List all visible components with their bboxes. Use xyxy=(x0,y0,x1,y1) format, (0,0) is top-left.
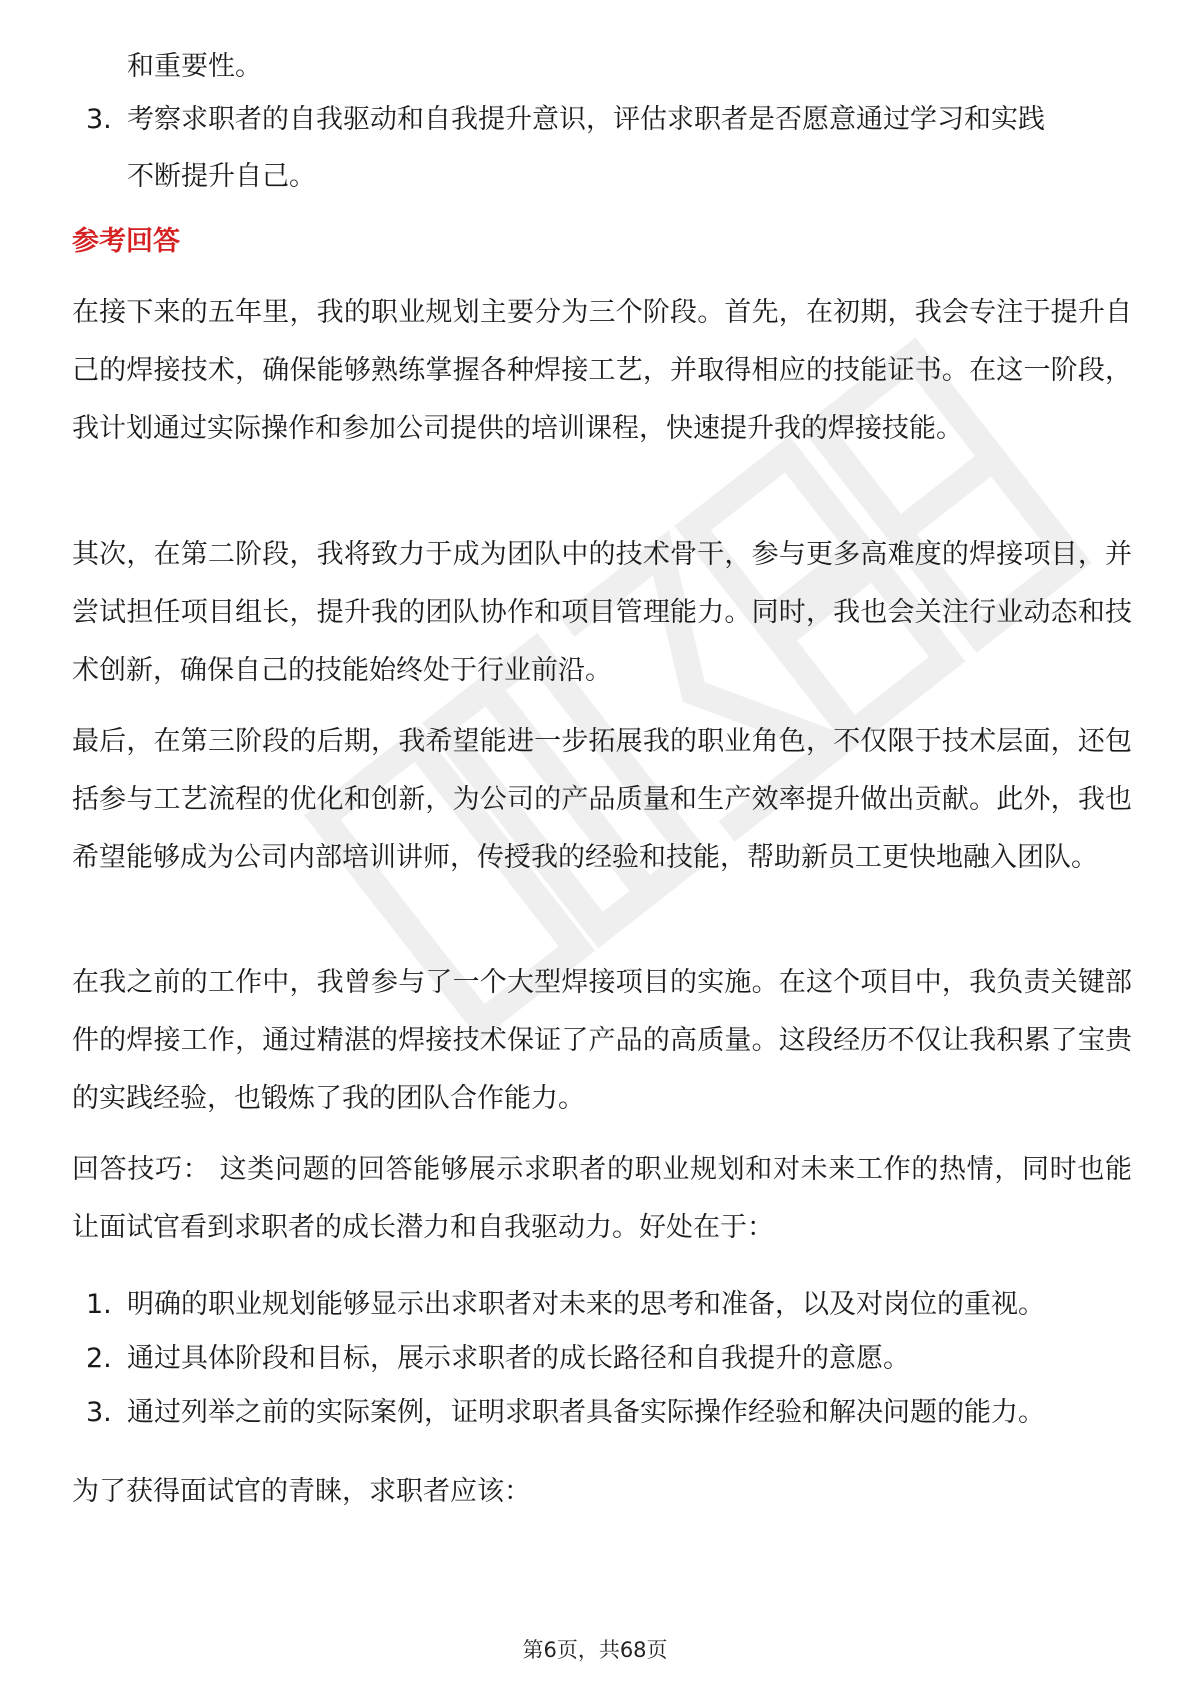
list-text: 通过具体阶段和目标，展示求职者的成长路径和自我提升的意愿。 xyxy=(127,1343,910,1374)
list-number: 2. xyxy=(86,1343,112,1374)
goal-list-item-3 xyxy=(72,91,1132,205)
continuation-text: 和重要性。 xyxy=(127,51,262,82)
page-footer: 第6页，共68页 xyxy=(522,1638,668,1662)
tips-list-item-3 xyxy=(72,1384,1132,1441)
tips-intro-paragraph: 回答技巧： 这类问题的回答能够展示求职者的职业规划和对未来工作的热情，同时也能让面试官看到求职者的成长潜力和自我驱动力。好处在于： xyxy=(72,1154,1132,1243)
list-number: 1. xyxy=(86,1289,112,1320)
answer-paragraph-2: 其次，在第二阶段，我将致力于成为团队中的技术骨干，参与更多高难度的焊接项目，并尝试担任项目组长，提升我的团队协作和项目管理能力。同时，我也会关注行业动态和技术创新，确保自己的技能始终处于行业前沿。 xyxy=(72,539,1132,686)
tips-list-item-1 xyxy=(72,1276,1132,1333)
list-text-line2: 不断提升自己。 xyxy=(127,161,316,192)
list-number: 3. xyxy=(86,1397,112,1428)
answer-paragraph-4: 在我之前的工作中，我曾参与了一个大型焊接项目的实施。在这个项目中，我负责关键部件的焊接工作，通过精湛的焊接技术保证了产品的高质量。这段经历不仅让我积累了宝贵的实践经验，也锻炼了我的团队合作能力。 xyxy=(72,967,1132,1114)
tips-list-item-2 xyxy=(72,1330,1132,1387)
list-number: 3. xyxy=(86,104,112,135)
closing-line: 为了获得面试官的青睐，求职者应该： xyxy=(72,1476,531,1507)
answer-paragraph-1: 在接下来的五年里，我的职业规划主要分为三个阶段。首先，在初期，我会专注于提升自己的焊接技术，确保能够熟练掌握各种焊接工艺，并取得相应的技能证书。在这一阶段，我计划通过实际操作和参加公司提供的培训课程，快速提升我的焊接技能。 xyxy=(72,297,1132,444)
list-text-line1: 考察求职者的自我驱动和自我提升意识，评估求职者是否愿意通过学习和实践 xyxy=(127,104,1045,135)
list-text: 明确的职业规划能够显示出求职者对未来的思考和准备，以及对岗位的重视。 xyxy=(127,1289,1045,1320)
answer-paragraph-3: 最后，在第三阶段的后期，我希望能进一步拓展我的职业角色，不仅限于技术层面，还包括参与工艺流程的优化和创新，为公司的产品质量和生产效率提升做出贡献。此外，我也希望能够成为公司内部培训讲师，传授我的经验和技能，帮助新员工更快地融入团队。 xyxy=(72,726,1132,873)
reference-answer-heading: 参考回答 xyxy=(72,226,180,257)
list-text: 通过列举之前的实际案例，证明求职者具备实际操作经验和解决问题的能力。 xyxy=(127,1397,1045,1428)
